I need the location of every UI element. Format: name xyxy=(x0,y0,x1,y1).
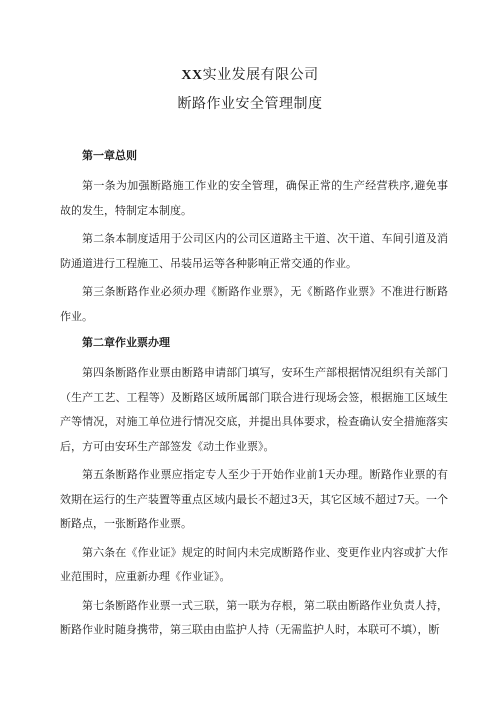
title-block xyxy=(0,66,500,113)
article-4: 第四条断路作业票由断路申请部门填写，安环生产部根据情况组织有关部门（生产工艺、工程等）及断路区域所属部门联合进行现场会签，根据施工区域生产等情况，对施工单位进行情况交底，并提出具体要求，检查确认安全措施落实后，方可由安环生产部签发《动土作业票》。 xyxy=(60,366,448,453)
company-name xyxy=(0,66,500,85)
company-name-text: 实业发展有限公司 xyxy=(202,67,319,83)
document-body xyxy=(60,146,448,643)
article-5: 第五条断路作业票应指定专人至少于开始作业前1天办理。断路作业票的有效期在运行的生产装置等重点区域内最长不超过3天，其它区域不超过7天。一个断路点，一张断路作业票。 xyxy=(60,468,448,530)
chapter-heading-1: 第一章总则 xyxy=(82,149,137,162)
company-prefix: XX xyxy=(181,68,203,83)
document-title: 断路作业安全管理制度 xyxy=(177,96,323,112)
chapter-heading-2: 第二章作业票办理 xyxy=(82,336,170,349)
article-1: 第一条为加强断路施工作业的安全管理，确保正常的生产经营秩序,避免事故的发生，特制定本制度。 xyxy=(60,179,448,217)
article-7: 第七条断路作业票一式三联，第一联为存根，第二联由断路作业负责人持，断路作业时随身携带，第三联由由监护人持（无需监护人时，本联可不填），断 xyxy=(60,598,448,636)
article-6: 第六条在《作业证》规定的时间内未完成断路作业、变更作业内容或扩大作业范围时，应重新办理《作业证》。 xyxy=(60,545,448,583)
article-3: 第三条断路作业必须办理《断路作业票》，无《断路作业票》不准进行断路作业。 xyxy=(60,285,448,323)
article-2: 第二条本制度适用于公司区内的公司区道路主干道、次干道、车间引道及消防通道进行工程施工、吊装吊运等各种影响正常交通的作业。 xyxy=(60,232,448,270)
